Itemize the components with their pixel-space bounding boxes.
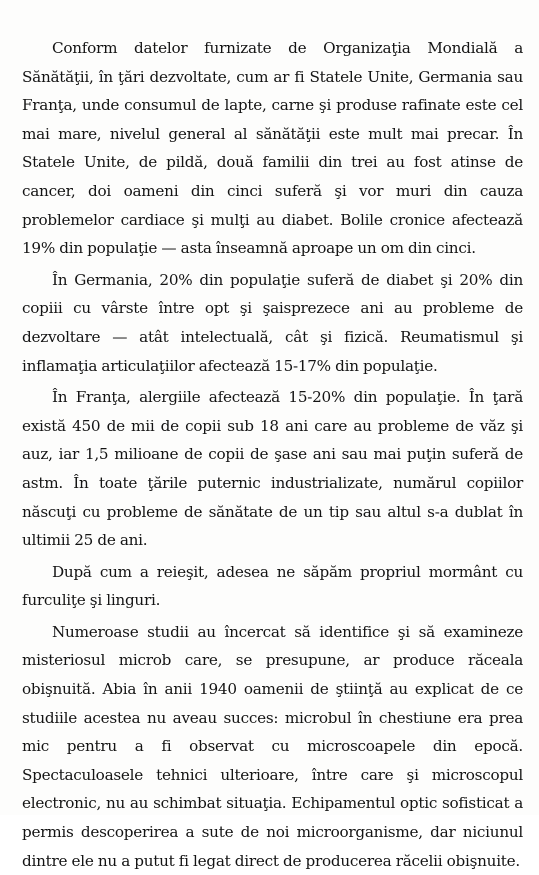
paragraph-who-statistics: Conform datelor furnizate de Organizaţia Mondială a Sănătăţii, în ţări dezvoltate, cum ar fi Statele Unite, Germania sau Franţa, unde consumul de lapte, carne şi produse rafinate este cel mai mare, nivelul general al sănătăţii este mult mai precar. În Statele Unite, de pildă, două familii din trei au fost atinse de cancer, doi oameni din cinci suferă şi vor muri din cauza problemelor cardiace şi mulţi au diabet. Bolile cronice afectează 19% din populaţie — asta înseamnă aproape un om din cinci.: [22, 39, 523, 258]
paragraph-common-cold: Numeroase studii au încercat să identifice şi să examineze misteriosul microb care, se presupune, ar produce răceala obişnuită. Abia în anii 1940 oamenii de ştiinţă au explicat de ce studiile acestea nu aveau succes: microbul în chestiune era prea mic pentru a fi observat cu microscoapele din epocă. Spectaculoasele tehnici ulterioare, între care şi microscopul electronic, nu au schimbat situaţia. Echipamentul optic sofisticat a permis descoperirea a sute de noi microorganisme, dar niciunul dintre ele nu a putut fi legat direct de producerea răcelii obişnuite.: [22, 622, 523, 870]
paragraph-france: În Franţa, alergiile afectează 15-20% din populaţie. În ţară există 450 de mii de copii sub 18 ani care au probleme de văz şi auz, iar 1,5 milioane de copii de şase ani sau mai puţin suferă de astm. În toate ţările puternic industrializate, numărul copiilor născuţi cu probleme de sănătate de un tip sau altul s-a dublat în ultimii 25 de ani.: [22, 388, 523, 550]
paragraph-germany: În Germania, 20% din populaţie suferă de diabet şi 20% din copiii cu vârste între opt şi şaisprezece ani au probleme de dezvoltare — atât intelectuală, cât şi fizică. Reumatismul şi inflamaţia articulaţiilor afectează 15-17% din populaţie.: [22, 270, 523, 375]
paragraph-grave: După cum a reieşit, adesea ne săpăm propriul mormânt cu furculiţe şi linguri.: [22, 562, 523, 610]
